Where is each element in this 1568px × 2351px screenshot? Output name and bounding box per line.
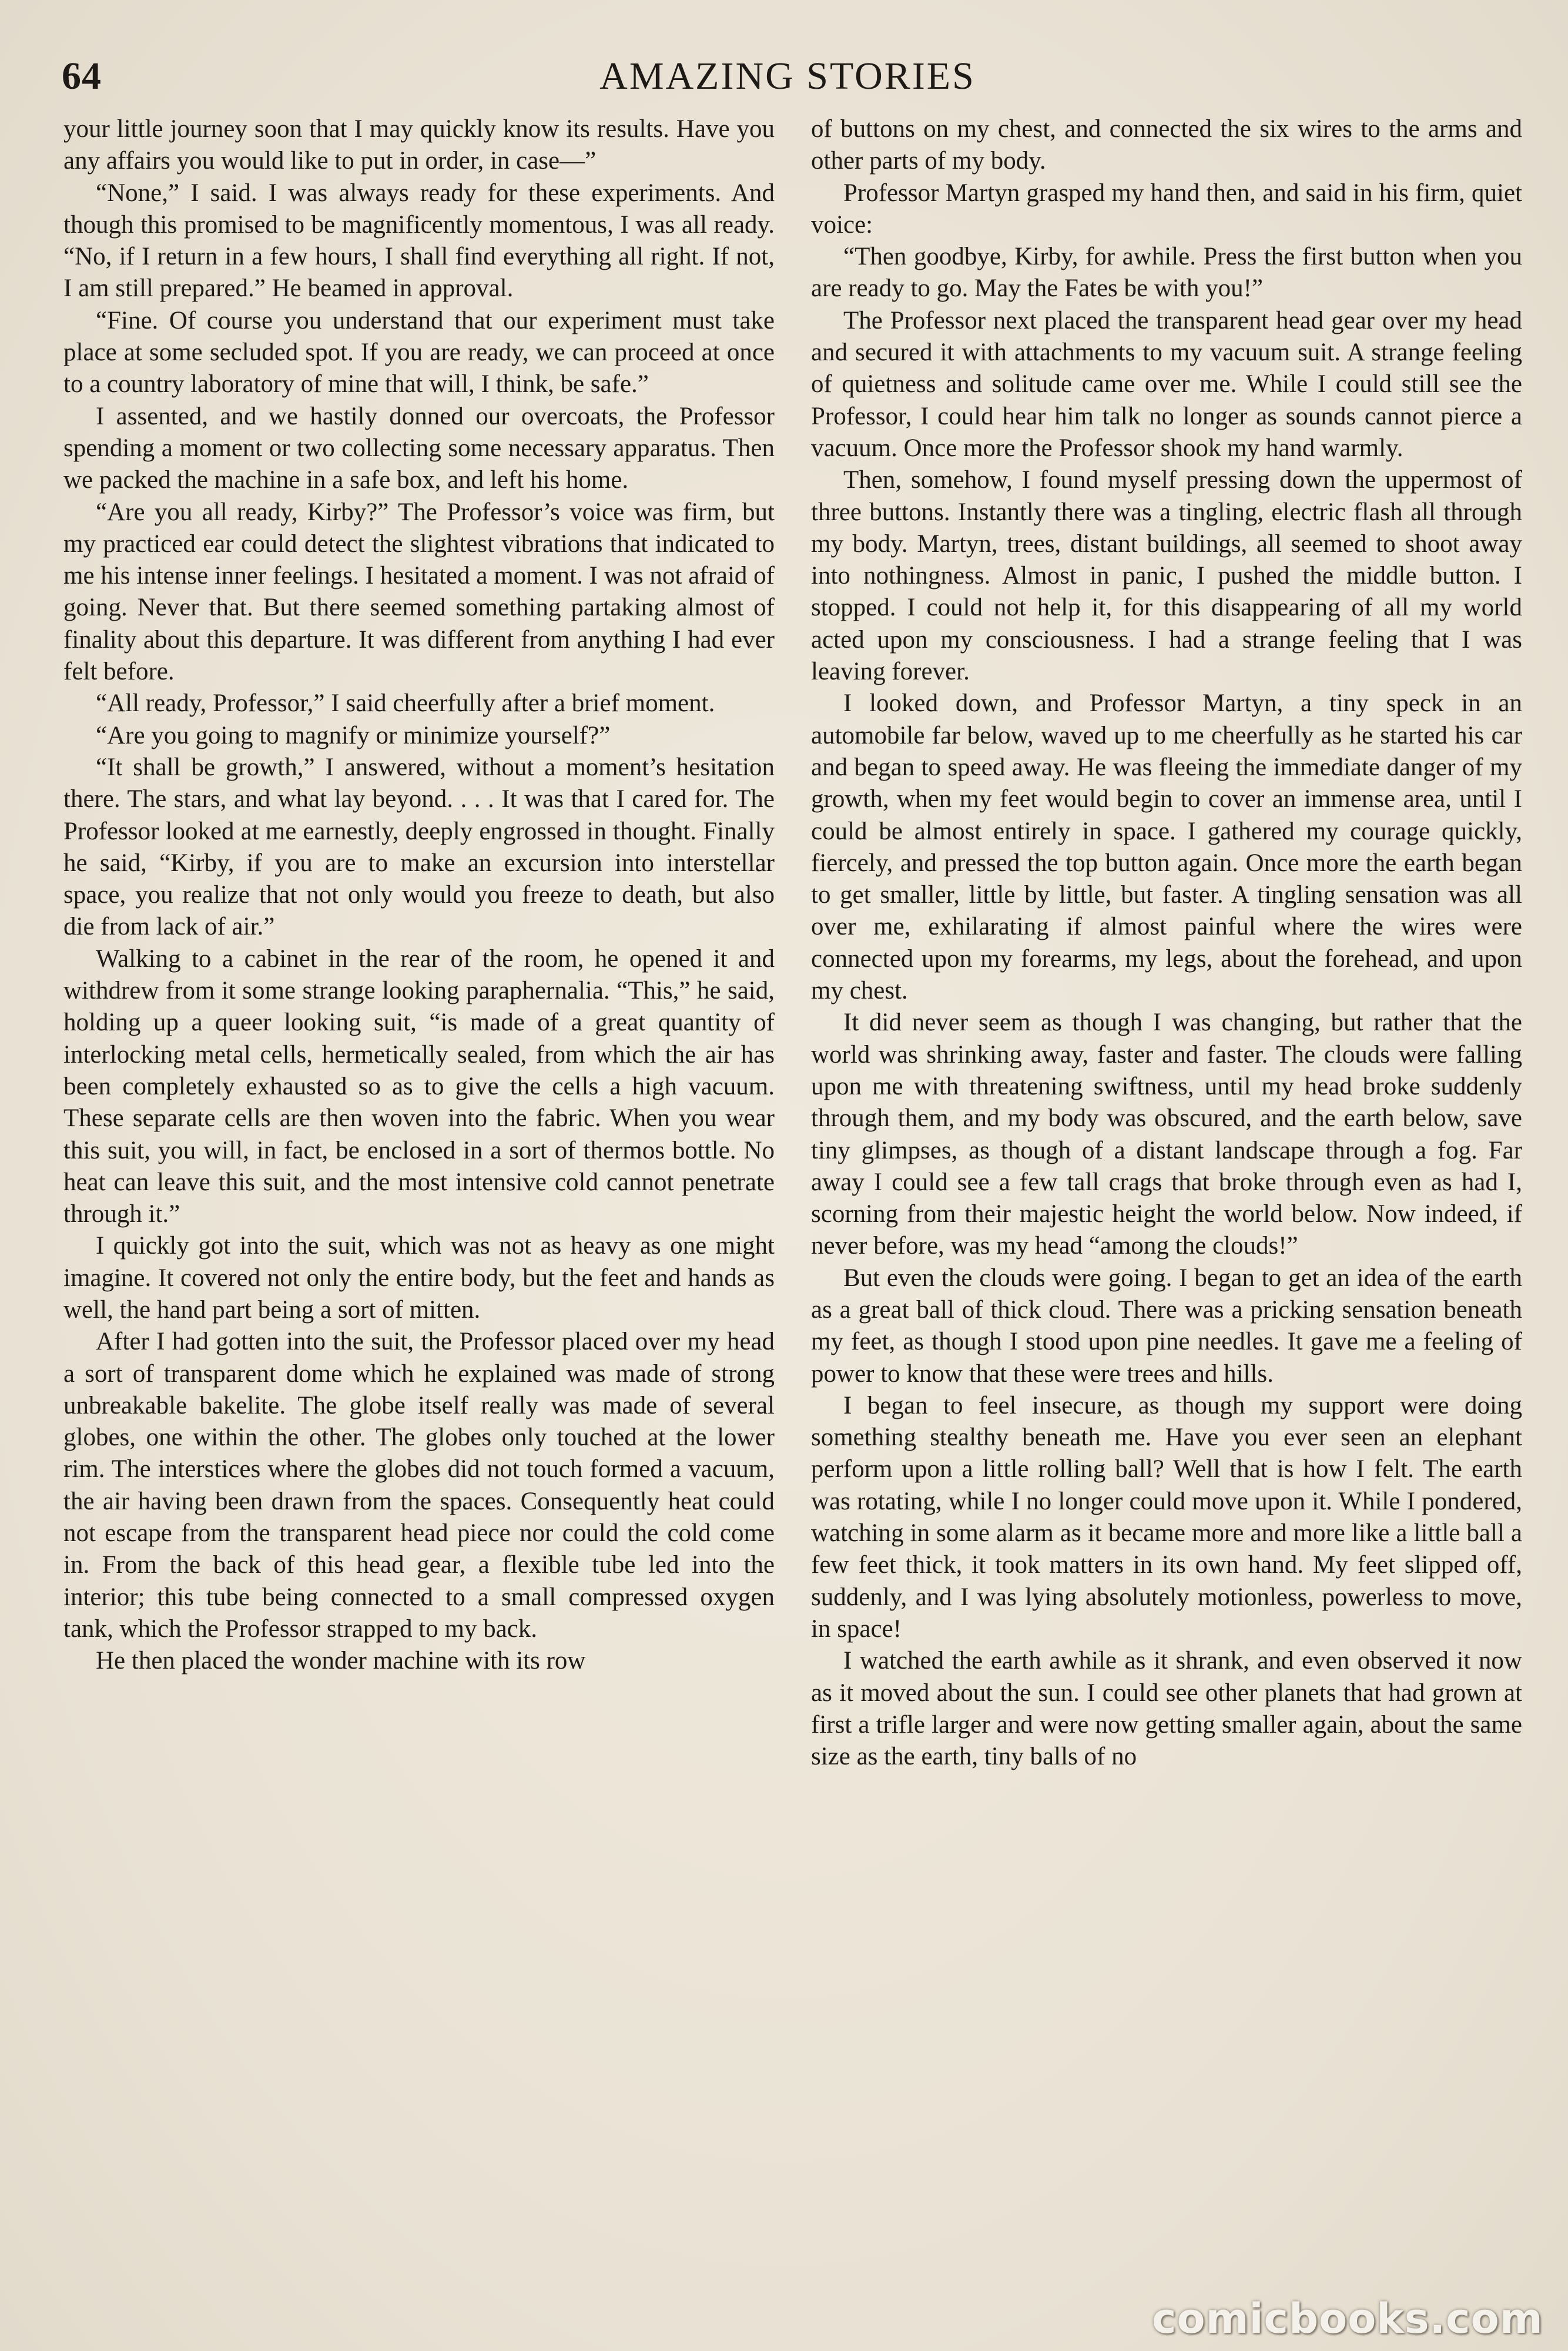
right-column [811, 113, 1522, 2282]
paragraph: “It shall be growth,” I answered, without a moment’s hesitation there. The stars, and what lay beyond. . . . It was that I cared for. The Professor looked at me earnestly, deeply engrossed in thought. Finally he said, “Kirby, if you are to make an excursion into interstellar space, you realize that not only would you freeze to death, but also die from lack of air.” [63, 753, 775, 941]
page-header [62, 47, 1513, 106]
paragraph: After I had gotten into the suit, the Professor placed over my head a sort of transparent dome which he explained was made of strong unbreakable bakelite. The globe itself really was made of several globes, one within the other. The globes only touched at the lower rim. The interstices where the globes did not touch formed a vacuum, the air having been drawn from the spaces. Consequently heat could not escape from the transparent head piece nor could the cold come in. From the back of this head gear, a flexible tube led into the interior; this tube being connected to a small compressed oxygen tank, which the Professor strapped to my back. [63, 1328, 775, 1643]
left-column [63, 113, 775, 2282]
paragraph: Then, somehow, I found myself pressing down the uppermost of three buttons. Instantly there was a tingling, electric flash all through my body. Martyn, trees, distant buildings, all seemed to shoot away into nothingness. Almost in panic, I pushed the middle button. I stopped. I could not help it, for this disappearing of all my world acted upon my consciousness. I had a strange feeling that I was leaving forever. [811, 466, 1522, 686]
paragraph: “None,” I said. I was always ready for these experiments. And though this promised to be magnificently momentous, I was all ready. “No, if I return in a few hours, I shall find everything all right. If not, I am still prepared.” He beamed in approval. [63, 179, 775, 303]
paragraph: Professor Martyn grasped my hand then, and said in his firm, quiet voice: [811, 179, 1522, 239]
paragraph: But even the clouds were going. I began to get an idea of the earth as a great ball of thick cloud. There was a pricking sensation beneath my feet, as though I stood upon pine needles. It gave me a feeling of power to know that these were trees and hills. [811, 1264, 1522, 1388]
paragraph: “Are you all ready, Kirby?” The Professor’s voice was firm, but my practiced ear could detect the slightest vibrations that indicated to me his intense inner feelings. I hesitated a moment. I was not afraid of going. Never that. But there seemed something partaking almost of finality about this departure. It was different from anything I had ever felt before. [63, 498, 775, 686]
running-head: AMAZING STORIES [599, 55, 976, 98]
paragraph: He then placed the wonder machine with its row [96, 1647, 586, 1675]
paragraph: “Fine. Of course you understand that our experiment must take place at some secluded spot. If you are ready, we can proceed at once to a country laboratory of mine that will, I think, be safe.” [63, 306, 775, 398]
paragraph: It did never seem as though I was changing, but rather that the world was shrinking away, faster and faster. The clouds were falling upon me with threatening swiftness, until my head broke suddenly through them, and my body was obscured, and the earth below, save tiny glimpses, as though of a distant landscape through a fog. Far away I could see a few tall crags that broke through even as had I, scorning from their majestic height the world below. Now indeed, if never before, was my head “among the clouds!” [811, 1009, 1522, 1260]
paragraph: “Then goodbye, Kirby, for awhile. Press the first button when you are ready to go. May the Fates be with you!” [811, 243, 1522, 303]
paragraph: “All ready, Professor,” I said cheerfully after a brief moment. [96, 689, 715, 718]
paragraph: I assented, and we hastily donned our overcoats, the Professor spending a moment or two collecting some necessary apparatus. Then we packed the machine in a safe box, and left his home. [63, 402, 775, 494]
paragraph: Walking to a cabinet in the rear of the room, he opened it and withdrew from it some strange looking paraphernalia. “This,” he said, holding up a queer looking suit, “is made of a great quantity of interlocking metal cells, hermetically sealed, from which the air has been completely exhausted so as to give the cells a high vacuum. These separate cells are then woven into the fabric. When you wear this suit, you will, in fact, be enclosed in a sort of thermos bottle. No heat can leave this suit, and the most intensive cold cannot penetrate through it.” [63, 945, 775, 1228]
paragraph: “Are you going to magnify or minimize yourself?” [96, 721, 611, 749]
site-watermark: comicbooks.com [1152, 2295, 1543, 2343]
paragraph: your little journey soon that I may quickly know its results. Have you any affairs you would like to put in order, in case—” [63, 115, 775, 175]
paragraph: of buttons on my chest, and connected the six wires to the arms and other parts of my body. [811, 115, 1522, 175]
paragraph: I began to feel insecure, as though my support were doing something stealthy beneath me. Have you ever seen an elephant perform upon a little rolling ball? Well that is how I felt. The earth was rotating, while I no longer could move upon it. While I pondered, watching in some alarm as it became more and more like a little ball a few feet thick, it took matters in its own hand. My feet slipped off, suddenly, and I was lying absolutely motionless, powerless to move, in space! [811, 1391, 1522, 1643]
paragraph: I quickly got into the suit, which was not as heavy as one might imagine. It covered not only the entire body, but the feet and hands as well, the hand part being a sort of mitten. [63, 1232, 775, 1324]
paragraph: The Professor next placed the transparent head gear over my head and secured it with attachments to my vacuum suit. A strange feeling of quietness and solitude came over me. While I could still see the Professor, I could hear him talk no longer as sounds cannot pierce a vacuum. Once more the Professor shook my hand warmly. [811, 306, 1522, 462]
paragraph: I watched the earth awhile as it shrank, and even observed it now as it moved about the sun. I could see other planets that had grown at first a trifle larger and were now getting smaller again, about the same size as the earth, tiny balls of no [811, 1647, 1522, 1771]
page-number: 64 [62, 55, 102, 98]
paragraph: I looked down, and Professor Martyn, a tiny speck in an automobile far below, waved up to me cheerfully as he started his car and began to speed away. He was fleeing the immediate danger of my growth, when my feet would begin to cover an immense area, until I could be almost entirely in space. I gathered my courage quickly, fiercely, and pressed the top button again. Once more the earth began to get smaller, little by little, but faster. A tingling sensation was all over me, exhilarating if almost painful where the wires were connected upon my forearms, my legs, about the forehead, and upon my chest. [811, 689, 1522, 1005]
